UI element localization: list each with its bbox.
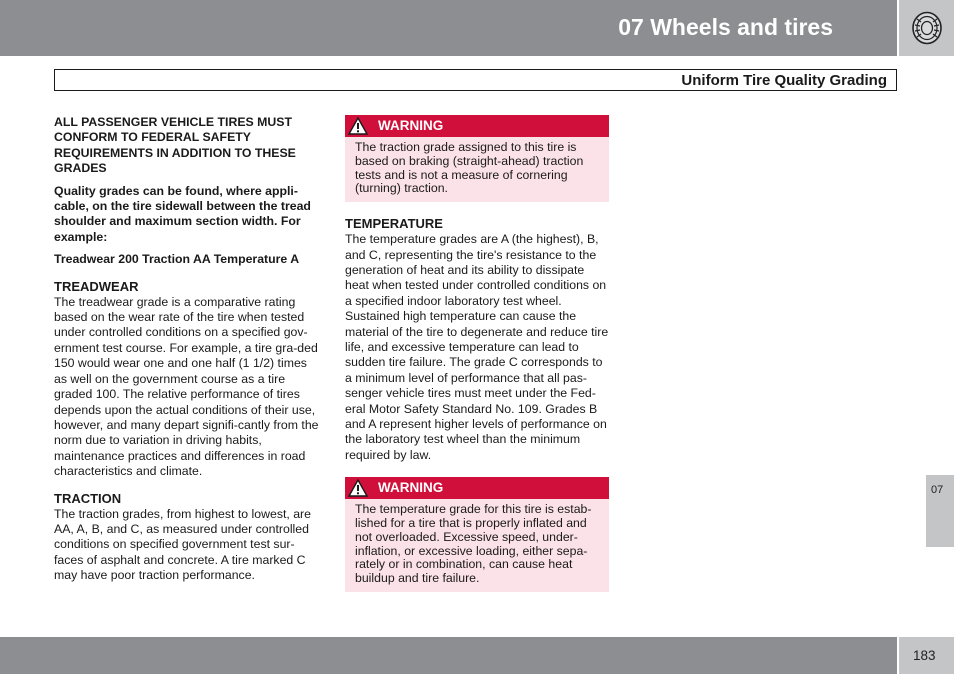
traction-text: The traction grades, from highest to lowest, are AA, A, B, and C, as measured under controlled conditions on specified government test sur-faces of asphalt and concrete. A tire marked C may have poor traction performance. — [54, 506, 311, 583]
page-number-box — [899, 637, 954, 674]
header-icon-box — [899, 0, 954, 56]
page-number: 183 — [913, 648, 936, 663]
chapter-tab-number: 07 — [931, 484, 944, 496]
grade-example: Treadwear 200 Traction AA Temperature A — [54, 252, 300, 267]
section-title: Uniform Tire Quality Grading — [681, 72, 887, 89]
temperature-text: The temperature grades are A (the highest), B, and C, representing the tire's resistance to the generation of heat and its ability to dissipate heat when tested under controlled conditions on a specified indoor laboratory test wheel. Sustained high temperature can cause the material of the tire to degenerate and reduce tire life, and excessive temperature can lead to sudden tire failure. The grade C corresponds to a minimum level of performance that all pas-senger vehicle tires must meet under the Fed-eral Motor Safety Standard No. 109. Grades B and A represent higher levels of performance on the laboratory test wheel than the minimum required by law. — [345, 232, 609, 462]
warning-header — [345, 115, 609, 137]
warning-label: WARNING — [378, 480, 444, 496]
warning-box-traction — [345, 115, 609, 202]
intro-heading: ALL PASSENGER VEHICLE TIRES MUST CONFORM TO FEDERAL SAFETY REQUIREMENTS IN ADDITION TO THESE GRADES — [54, 115, 296, 176]
chapter-side-tab — [926, 475, 954, 547]
treadwear-text: The treadwear grade is a comparative rating based on the wear rate of the tire when tested under controlled conditions on a specified gov-ernment test course. For example, a tire gra-ded 150 would wear one and one half (1 1/2) times as well on the government course as a tire graded 100. The relative performance of tires depends upon the actual conditions of their use, however, and many depart signifi-cantly from the norm due to variation in driving habits, maintenance practices and differences in road characteristics and climate. — [54, 294, 319, 479]
warning-text: The traction grade assigned to this tire is based on braking (straight-ahead) traction tests and is not a measure of cornering (turning) traction. — [355, 140, 584, 196]
treadwear-heading: TREADWEAR — [54, 278, 139, 294]
tire-icon — [911, 11, 943, 45]
warning-triangle-icon — [347, 116, 369, 136]
intro-paragraph: Quality grades can be found, where appli-cable, on the tire sidewall between the tread shoulder and maximum section width. For example: — [54, 183, 311, 244]
warning-label: WARNING — [378, 118, 444, 133]
header-bar — [0, 0, 897, 56]
chapter-title: 07 Wheels and tires — [618, 14, 833, 40]
warning-box-temperature — [345, 477, 609, 592]
warning-triangle-icon — [347, 478, 369, 498]
temperature-heading: TEMPERATURE — [345, 216, 443, 232]
footer-bar — [0, 637, 897, 674]
right-column — [345, 115, 610, 592]
section-header — [54, 69, 897, 91]
traction-heading: TRACTION — [54, 490, 122, 506]
left-column — [54, 115, 320, 584]
warning-header — [345, 477, 609, 499]
warning-text: The temperature grade for this tire is estab-lished for a tire that is properly inflated and not overloaded. Excessive speed, under-inflation, or excessive loading, either sepa-rately or in combination, can cause heat buildup and tire failure. — [355, 502, 592, 586]
